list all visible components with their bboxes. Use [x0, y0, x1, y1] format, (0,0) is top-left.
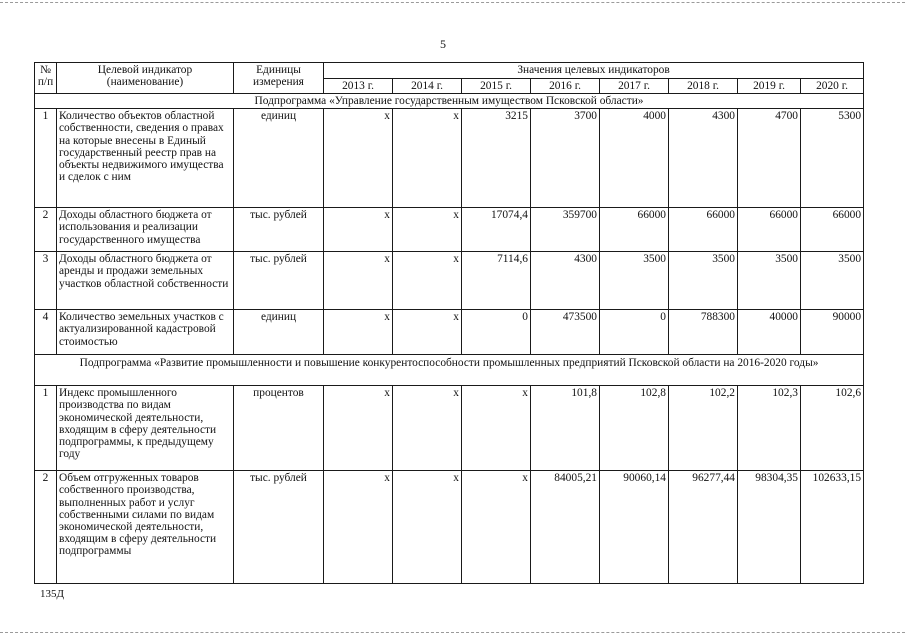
indicator-value: 7114,6: [462, 252, 531, 310]
indicator-value: 17074,4: [462, 208, 531, 252]
indicator-value: 4700: [738, 109, 801, 208]
table-row: [35, 208, 864, 252]
table-row: [35, 252, 864, 310]
indicator-value: x: [393, 109, 462, 208]
indicator-value: 3500: [738, 252, 801, 310]
indicator-unit: тыс. рублей: [234, 208, 324, 252]
indicator-unit: тыс. рублей: [234, 252, 324, 310]
indicator-value: 90000: [801, 310, 864, 355]
indicator-value: x: [462, 471, 531, 584]
indicator-name: Количество объектов областной собственности, сведения о правах на которые внесены в Единый государственный реестр прав на объекты недвижимого имущества и сделок с ним: [57, 109, 234, 208]
indicator-value: x: [393, 471, 462, 584]
indicator-value: 66000: [600, 208, 669, 252]
row-number: 3: [35, 252, 57, 310]
indicator-value: 66000: [669, 208, 738, 252]
indicator-value: 473500: [531, 310, 600, 355]
scan-edge-top: [0, 2, 905, 3]
indicator-value: x: [324, 310, 393, 355]
header-year: 2017 г.: [600, 78, 669, 94]
subprogram-title-row: [35, 355, 864, 386]
indicator-value: 84005,21: [531, 471, 600, 584]
indicator-value: 66000: [801, 208, 864, 252]
header-row: [35, 63, 864, 79]
indicator-name: Индекс промышленного производства по видам экономической деятельности, входящим в сферу деятельности подпрограммы, к предыдущему году: [57, 386, 234, 471]
indicator-value: 4300: [669, 109, 738, 208]
indicator-value: 102,8: [600, 386, 669, 471]
indicator-value: x: [324, 471, 393, 584]
header-unit: Единицы измерения: [234, 63, 324, 94]
header-year: 2013 г.: [324, 78, 393, 94]
table-row: [35, 471, 864, 584]
indicator-value: 102,6: [801, 386, 864, 471]
row-number: 1: [35, 109, 57, 208]
indicator-value: 788300: [669, 310, 738, 355]
header-values-group: Значения целевых индикаторов: [324, 63, 864, 79]
header-year: 2015 г.: [462, 78, 531, 94]
indicator-value: 90060,14: [600, 471, 669, 584]
subprogram-title: Подпрограмма «Развитие промышленности и повышение конкурентоспособности промышленных предприятий Псковской области на 2016-2020 годы»: [35, 355, 864, 386]
row-number: 4: [35, 310, 57, 355]
indicator-name: Доходы областного бюджета от использования и реализации государственного имущества: [57, 208, 234, 252]
indicator-value: 0: [462, 310, 531, 355]
indicator-value: 98304,35: [738, 471, 801, 584]
row-number: 2: [35, 471, 57, 584]
indicator-value: 3500: [669, 252, 738, 310]
indicator-name: Количество земельных участков с актуализированной кадастровой стоимостью: [57, 310, 234, 355]
indicator-unit: процентов: [234, 386, 324, 471]
indicator-value: 3500: [801, 252, 864, 310]
indicator-name: Доходы областного бюджета от аренды и продажи земельных участков областной собственности: [57, 252, 234, 310]
header-year: 2014 г.: [393, 78, 462, 94]
row-number: 2: [35, 208, 57, 252]
indicator-value: 102,2: [669, 386, 738, 471]
table-row: [35, 109, 864, 208]
header-year: 2019 г.: [738, 78, 801, 94]
indicator-value: 66000: [738, 208, 801, 252]
indicator-value: x: [324, 252, 393, 310]
header-year: 2018 г.: [669, 78, 738, 94]
indicator-name: Объем отгруженных товаров собственного производства, выполненных работ и услуг собственными силами по видам экономической деятельности, входящим в сферу деятельности подпрограммы: [57, 471, 234, 584]
indicator-value: x: [393, 208, 462, 252]
header-year: 2016 г.: [531, 78, 600, 94]
indicator-value: x: [393, 252, 462, 310]
indicator-value: 102633,15: [801, 471, 864, 584]
document-code: 135Д: [40, 588, 65, 600]
indicator-value: 3700: [531, 109, 600, 208]
indicator-value: 4000: [600, 109, 669, 208]
page-number: 5: [440, 37, 446, 51]
indicator-value: x: [324, 208, 393, 252]
indicator-value: x: [324, 386, 393, 471]
table-row: [35, 386, 864, 471]
table-row: [35, 310, 864, 355]
header-indicator: Целевой индикатор (наименование): [57, 63, 234, 94]
indicator-value: 96277,44: [669, 471, 738, 584]
subprogram-title: Подпрограмма «Управление государственным имуществом Псковской области»: [35, 94, 864, 109]
indicator-unit: единиц: [234, 310, 324, 355]
indicator-value: 101,8: [531, 386, 600, 471]
indicator-value: x: [462, 386, 531, 471]
header-num: № п/п: [35, 63, 57, 94]
indicators-table: [34, 62, 864, 584]
indicator-unit: тыс. рублей: [234, 471, 324, 584]
indicator-unit: единиц: [234, 109, 324, 208]
indicator-value: 5300: [801, 109, 864, 208]
indicator-value: 40000: [738, 310, 801, 355]
indicator-value: x: [393, 386, 462, 471]
scan-edge-bottom: [0, 632, 905, 633]
indicator-value: 359700: [531, 208, 600, 252]
indicator-value: 4300: [531, 252, 600, 310]
subprogram-title-row: [35, 94, 864, 109]
indicator-value: 102,3: [738, 386, 801, 471]
indicator-value: x: [393, 310, 462, 355]
indicator-value: 3215: [462, 109, 531, 208]
indicator-value: x: [324, 109, 393, 208]
indicator-value: 0: [600, 310, 669, 355]
header-year: 2020 г.: [801, 78, 864, 94]
indicator-value: 3500: [600, 252, 669, 310]
row-number: 1: [35, 386, 57, 471]
